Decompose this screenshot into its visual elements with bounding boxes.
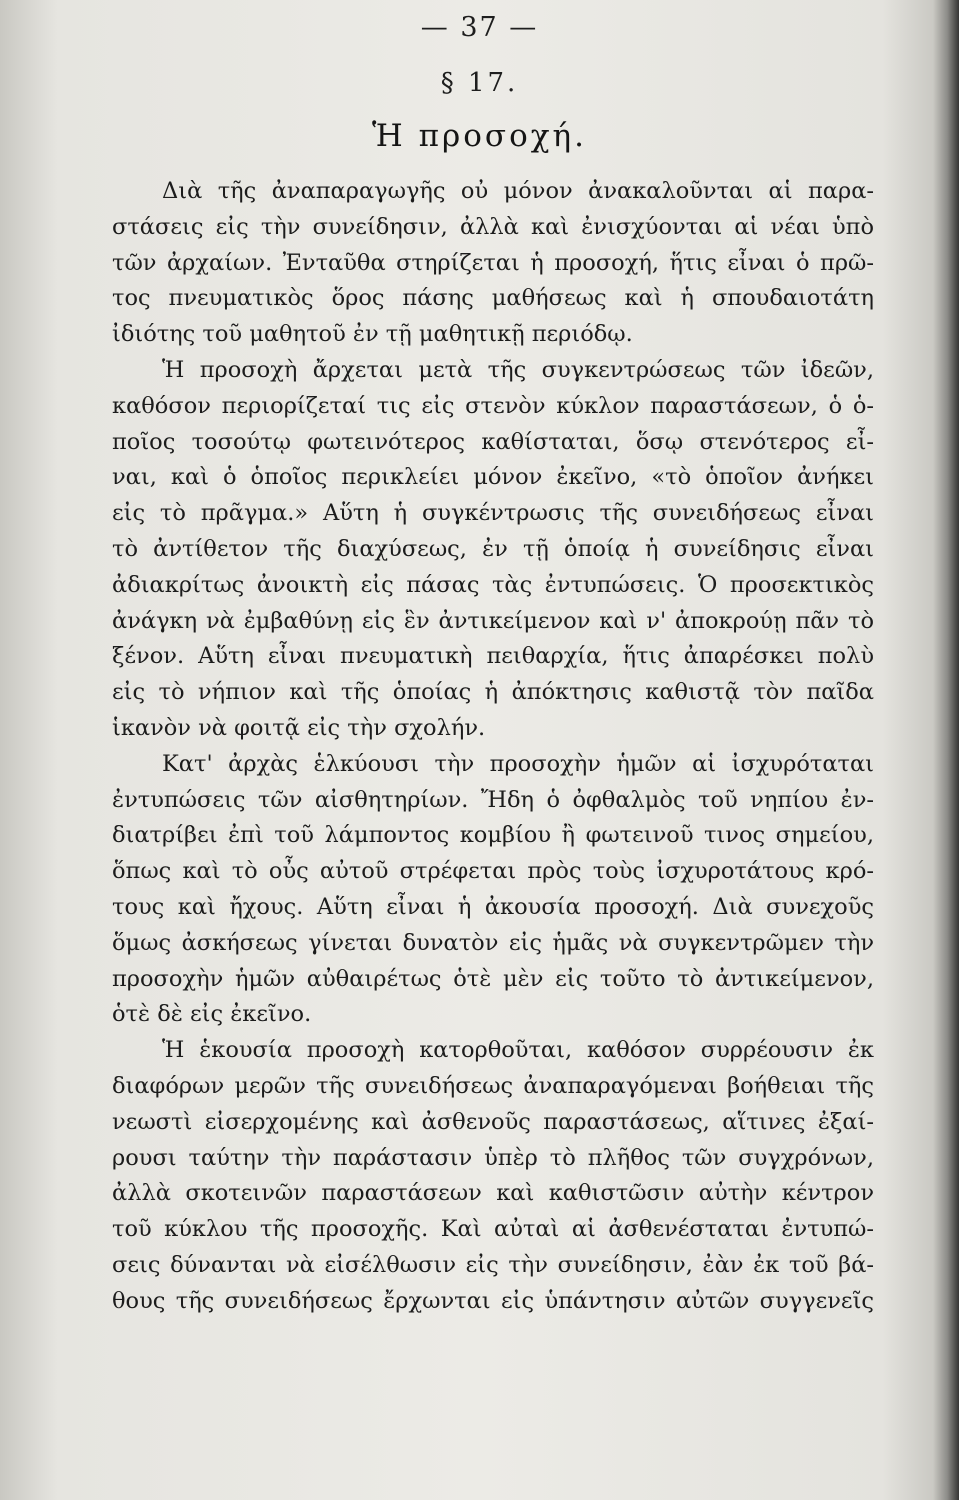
- section-number: § 17.: [440, 68, 519, 98]
- book-spine-shadow: [933, 0, 959, 1500]
- text-line: ἀλλὰ σκοτεινῶν παραστάσεων καὶ καθιστῶσιν αὐτὴν κέντρον: [112, 1180, 874, 1207]
- text-line: ποῖος τοσούτῳ φωτεινότερος καθίσταται, ὅσῳ στενότερος εἶ-: [112, 428, 874, 455]
- text-line: ὅμως ἀσκήσεως γίνεται δυνατὸν εἰς ἡμᾶς νὰ συγκεντρῶμεν τὴν: [112, 929, 874, 956]
- text-line: ὁτὲ δὲ εἰς ἐκεῖνο.: [112, 1001, 312, 1028]
- text-line: ἰδιότης τοῦ μαθητοῦ ἐν τῇ μαθητικῇ περιόδῳ.: [112, 321, 633, 348]
- text-line: τος πνευματικὸς ὅρος πάσης μαθήσεως καὶ ἡ σπουδαιοτάτη: [112, 285, 874, 312]
- text-line: τους καὶ ἤχους. Αὕτη εἶναι ἡ ἀκουσία προσοχή. Διὰ συνεχοῦς: [112, 893, 874, 920]
- text-line: ξένον. Αὕτη εἶναι πνευματικὴ πειθαρχία, ἥτις ἀπαρέσκει πολὺ: [112, 643, 874, 670]
- text-line: εἰς τὸ πρᾶγμα.» Αὕτη ἡ συγκέντρωσις τῆς συνειδήσεως εἶναι: [112, 500, 874, 527]
- text-line: Διὰ τῆς ἀναπαραγωγῆς οὐ μόνον ἀνακαλοῦνται αἱ παρα-: [162, 178, 874, 204]
- text-line: ὅπως καὶ τὸ οὖς αὐτοῦ στρέφεται πρὸς τοὺς ἰσχυροτάτους κρό-: [112, 858, 874, 885]
- text-line: Κατ' ἀρχὰς ἑλκύουσι τὴν προσοχὴν ἡμῶν αἱ ἰσχυρόταται: [162, 750, 874, 777]
- text-line: ἐντυπώσεις τῶν αἰσθητηρίων. Ἤδη ὁ ὀφθαλμὸς τοῦ νηπίου ἐν-: [112, 786, 874, 813]
- text-line: καθόσον περιορίζεταί τις εἰς στενὸν κύκλον παραστάσεων, ὁ ὁ-: [112, 392, 874, 419]
- text-line: ἀδιακρίτως ἀνοικτὴ εἰς πάσας τὰς ἐντυπώσεις. Ὁ προσεκτικὸς: [112, 571, 874, 598]
- text-line: ναι, καὶ ὁ ὁποῖος περικλείει μόνον ἐκεῖνο, «τὸ ὁποῖον ἀνήκει: [112, 464, 874, 491]
- section-title: Ἡ προσοχή.: [372, 118, 587, 154]
- text-line: νεωστὶ εἰσερχομένης καὶ ἀσθενοῦς παραστάσεως, αἵτινες ἐξαί-: [112, 1108, 874, 1135]
- page-number: — 37 —: [420, 12, 539, 43]
- text-line: στάσεις εἰς τὴν συνείδησιν, ἀλλὰ καὶ ἐνισχύονται αἱ νέαι ὑπὸ: [112, 213, 874, 240]
- text-line: εἰς τὸ νήπιον καὶ τῆς ὁποίας ἡ ἀπόκτησις καθιστᾷ τὸν παῖδα: [112, 679, 874, 706]
- text-line: διατρίβει ἐπὶ τοῦ λάμποντος κομβίου ἢ φωτεινοῦ τινος σημείου,: [112, 822, 874, 849]
- body-text: [112, 174, 874, 1320]
- text-line: Ἡ προσοχὴ ἄρχεται μετὰ τῆς συγκεντρώσεως τῶν ἰδεῶν,: [162, 356, 874, 383]
- text-line: τῶν ἀρχαίων. Ἐνταῦθα στηρίζεται ἡ προσοχή, ἥτις εἶναι ὁ πρῶ-: [112, 249, 874, 276]
- text-line: ρουσι ταύτην τὴν παράστασιν ὑπὲρ τὸ πλῆθος τῶν συγχρόνων,: [112, 1144, 874, 1171]
- text-line: προσοχὴν ἡμῶν αὐθαιρέτως ὁτὲ μὲν εἰς τοῦτο τὸ ἀντικείμενον,: [112, 965, 874, 992]
- text-line: διαφόρων μερῶν τῆς συνειδήσεως ἀναπαραγόμεναι βοήθειαι τῆς: [112, 1072, 874, 1099]
- text-line: σεις δύνανται νὰ εἰσέλθωσιν εἰς τὴν συνείδησιν, ἐὰν ἐκ τοῦ βά-: [112, 1251, 874, 1278]
- text-line: τὸ ἀντίθετον τῆς διαχύσεως, ἐν τῇ ὁποίᾳ ἡ συνείδησις εἶναι: [112, 535, 874, 562]
- text-line: ἀνάγκη νὰ ἐμβαθύνῃ εἰς ἓν ἀντικείμενον καὶ ν' ἀποκρούῃ πᾶν τὸ: [112, 607, 874, 634]
- text-line: Ἡ ἑκουσία προσοχὴ κατορθοῦται, καθόσον συρρέουσιν ἐκ: [162, 1037, 874, 1064]
- text-line: θους τῆς συνειδήσεως ἔρχωνται εἰς ὑπάντησιν αὐτῶν συγγενεῖς: [112, 1287, 874, 1314]
- text-line: τοῦ κύκλου τῆς προσοχῆς. Καὶ αὐταὶ αἱ ἀσθενέσταται ἐντυπώ-: [112, 1216, 874, 1243]
- text-line: ἱκανὸν νὰ φοιτᾷ εἰς τὴν σχολήν.: [112, 714, 486, 741]
